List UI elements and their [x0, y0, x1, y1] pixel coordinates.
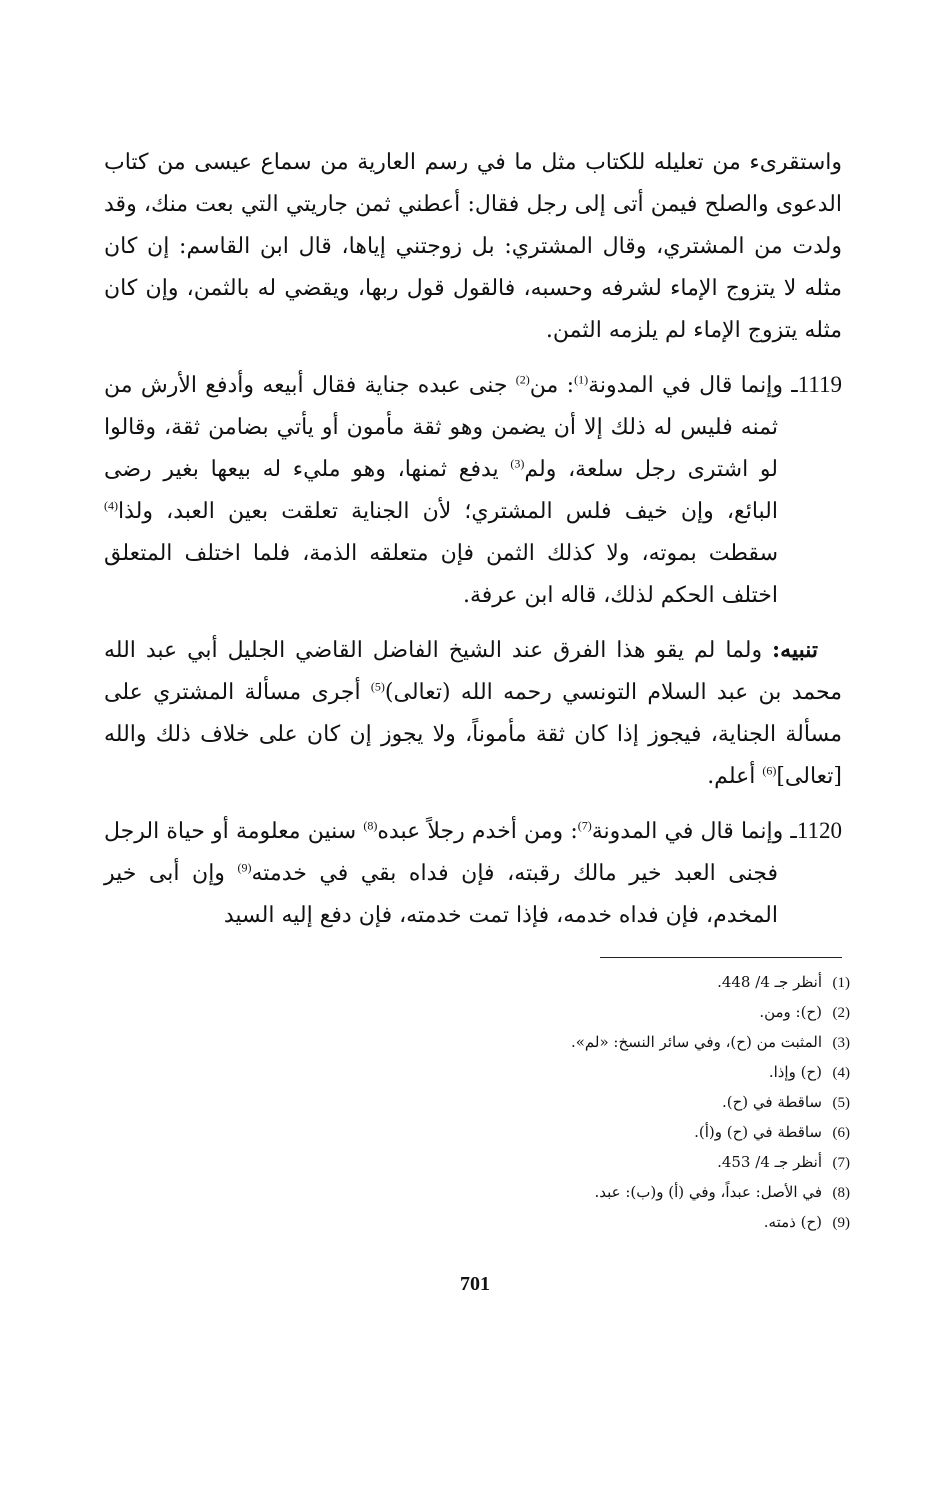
footnote-item: [290, 1208, 850, 1238]
paragraph-1119: [104, 364, 842, 617]
paragraph-text: أعلم.: [707, 764, 763, 789]
page-number: 701: [460, 1273, 490, 1295]
footnote-number: (2): [832, 1005, 850, 1021]
paragraph-text: سقطت بموته، ولا كذلك الثمن فإن متعلقه الذمة، فلما اختلف المتعلق اختلف الحكم لذلك، قاله ابن عرفة.: [104, 541, 778, 608]
footnote-number: (1): [832, 975, 850, 991]
footnote-text: في الأصل: عبداً، وفي (أ) و(ب): عبد.: [594, 1183, 822, 1201]
footnote-ref-1[interactable]: (1): [574, 372, 589, 387]
footnote-text: (ح): ومن.: [759, 1003, 822, 1021]
footnote-item: [290, 1178, 850, 1208]
paragraph-text: : من: [529, 373, 575, 398]
paragraph-1120: [104, 810, 842, 937]
footnote-text: (ح) ذمته.: [763, 1213, 822, 1231]
footnote-ref-8[interactable]: (8): [363, 818, 378, 833]
footnote-number: (9): [832, 1215, 850, 1231]
footnote-ref-7[interactable]: (7): [577, 818, 592, 833]
footnote-separator: [600, 957, 842, 958]
footnote-text: المثبت من (ح)، وفي سائر النسخ: «لم».: [570, 1033, 822, 1051]
main-text: [104, 142, 842, 949]
footnote-ref-3[interactable]: (3): [510, 456, 525, 471]
paragraph-text: ـ وإنما قال في المدونة: [591, 819, 797, 844]
footnote-number: (5): [832, 1095, 850, 1111]
footnote-ref-4[interactable]: (4): [104, 498, 118, 513]
footnote-item: [290, 1088, 850, 1118]
footnote-number: (7): [832, 1155, 850, 1171]
paragraph-text: ولما لم يقو هذا الفرق عند الشيخ الفاضل القاضي الجليل أبي عبد الله محمد بن عبد السلام التونسي رحمه الله (تعالى): [104, 638, 843, 705]
footnote-item: [290, 1118, 850, 1148]
paragraph-text: جنى عبده جناية فقال أبيعه وأدفع الأرش من ثمنه فليس له ذلك إلا أن يضمن وهو ثقة مأمون أو يأتي بضامن ثقة، وقالوا لو اشترى رجل سلعة، ولم: [104, 373, 778, 482]
footnote-ref-2[interactable]: (2): [515, 372, 530, 387]
footnote-number: (8): [832, 1185, 850, 1201]
paragraph-text: أجرى مسألة المشتري على مسألة الجناية، فيجوز إذا كان ثقة مأموناً، ولا يجوز إن كان على خلاف ذلك والله [تعالى]: [104, 680, 842, 789]
footnote-item: [290, 1028, 850, 1058]
footnote-number: (6): [832, 1125, 850, 1141]
paragraph-number: 1120: [796, 818, 842, 843]
paragraph-text: ـ وإنما قال في المدونة: [588, 373, 798, 398]
note-label: تنبيه:: [772, 637, 818, 663]
footnotes: [290, 968, 850, 1238]
footnote-text: أنظر جـ 4/ 448.: [717, 973, 822, 991]
footnote-ref-9[interactable]: (9): [237, 860, 252, 875]
paragraph-continuation: واستقرىء من تعليله للكتاب مثل ما في رسم العارية من سماع عيسى من كتاب الدعوى والصلح فيمن أتى إلى رجل فقال: أعطني ثمن جاريتي التي بعت منك، وقد ولدت من المشتري، وقال المشتري: بل زوجتني إياها، قال ابن القاسم: إن كان مثله لا يتزوج الإماء لشرفه وحسبه، فالقول قول ربها، ويقضي له بالثمن، وإن كان مثله يتزوج الإماء لم يلزمه الثمن.: [104, 150, 843, 343]
footnote-text: أنظر جـ 4/ 453.: [717, 1153, 822, 1171]
footnote-ref-5[interactable]: (5): [370, 679, 385, 694]
footnote-text: (ح) وإذا.: [768, 1063, 822, 1081]
footnote-text: ساقطة في (ح).: [721, 1093, 822, 1111]
footnote-item: [290, 998, 850, 1028]
paragraph-note: [104, 629, 842, 798]
footnote-item: [290, 1148, 850, 1178]
footnote-ref-6[interactable]: (6): [762, 763, 777, 778]
paragraph-text: يدفع ثمنها، وهو مليء له بيعها بغير رضى البائع، وإن خيف فلس المشتري؛ لأن الجناية تعلقت بعين العبد، ولذا: [104, 457, 778, 524]
paragraph-text: وإن أبى خير المخدم، فإن فداه خدمه، فإذا تمت خدمته، فإن دفع إليه السيد: [104, 861, 778, 928]
footnote-number: (4): [832, 1065, 850, 1081]
footnote-item: [290, 968, 850, 998]
paragraph-number: 1119: [797, 372, 843, 397]
footnote-item: [290, 1058, 850, 1088]
paragraph-text: سنين معلومة أو حياة الرجل فجنى العبد خير مالك رقبته، فإن فداه بقي في خدمته: [104, 819, 778, 886]
footnote-number: (3): [832, 1035, 850, 1051]
footnote-text: ساقطة في (ح) و(أ).: [694, 1123, 822, 1141]
paragraph-text: : ومن أخدم رجلاً عبده: [377, 819, 578, 844]
